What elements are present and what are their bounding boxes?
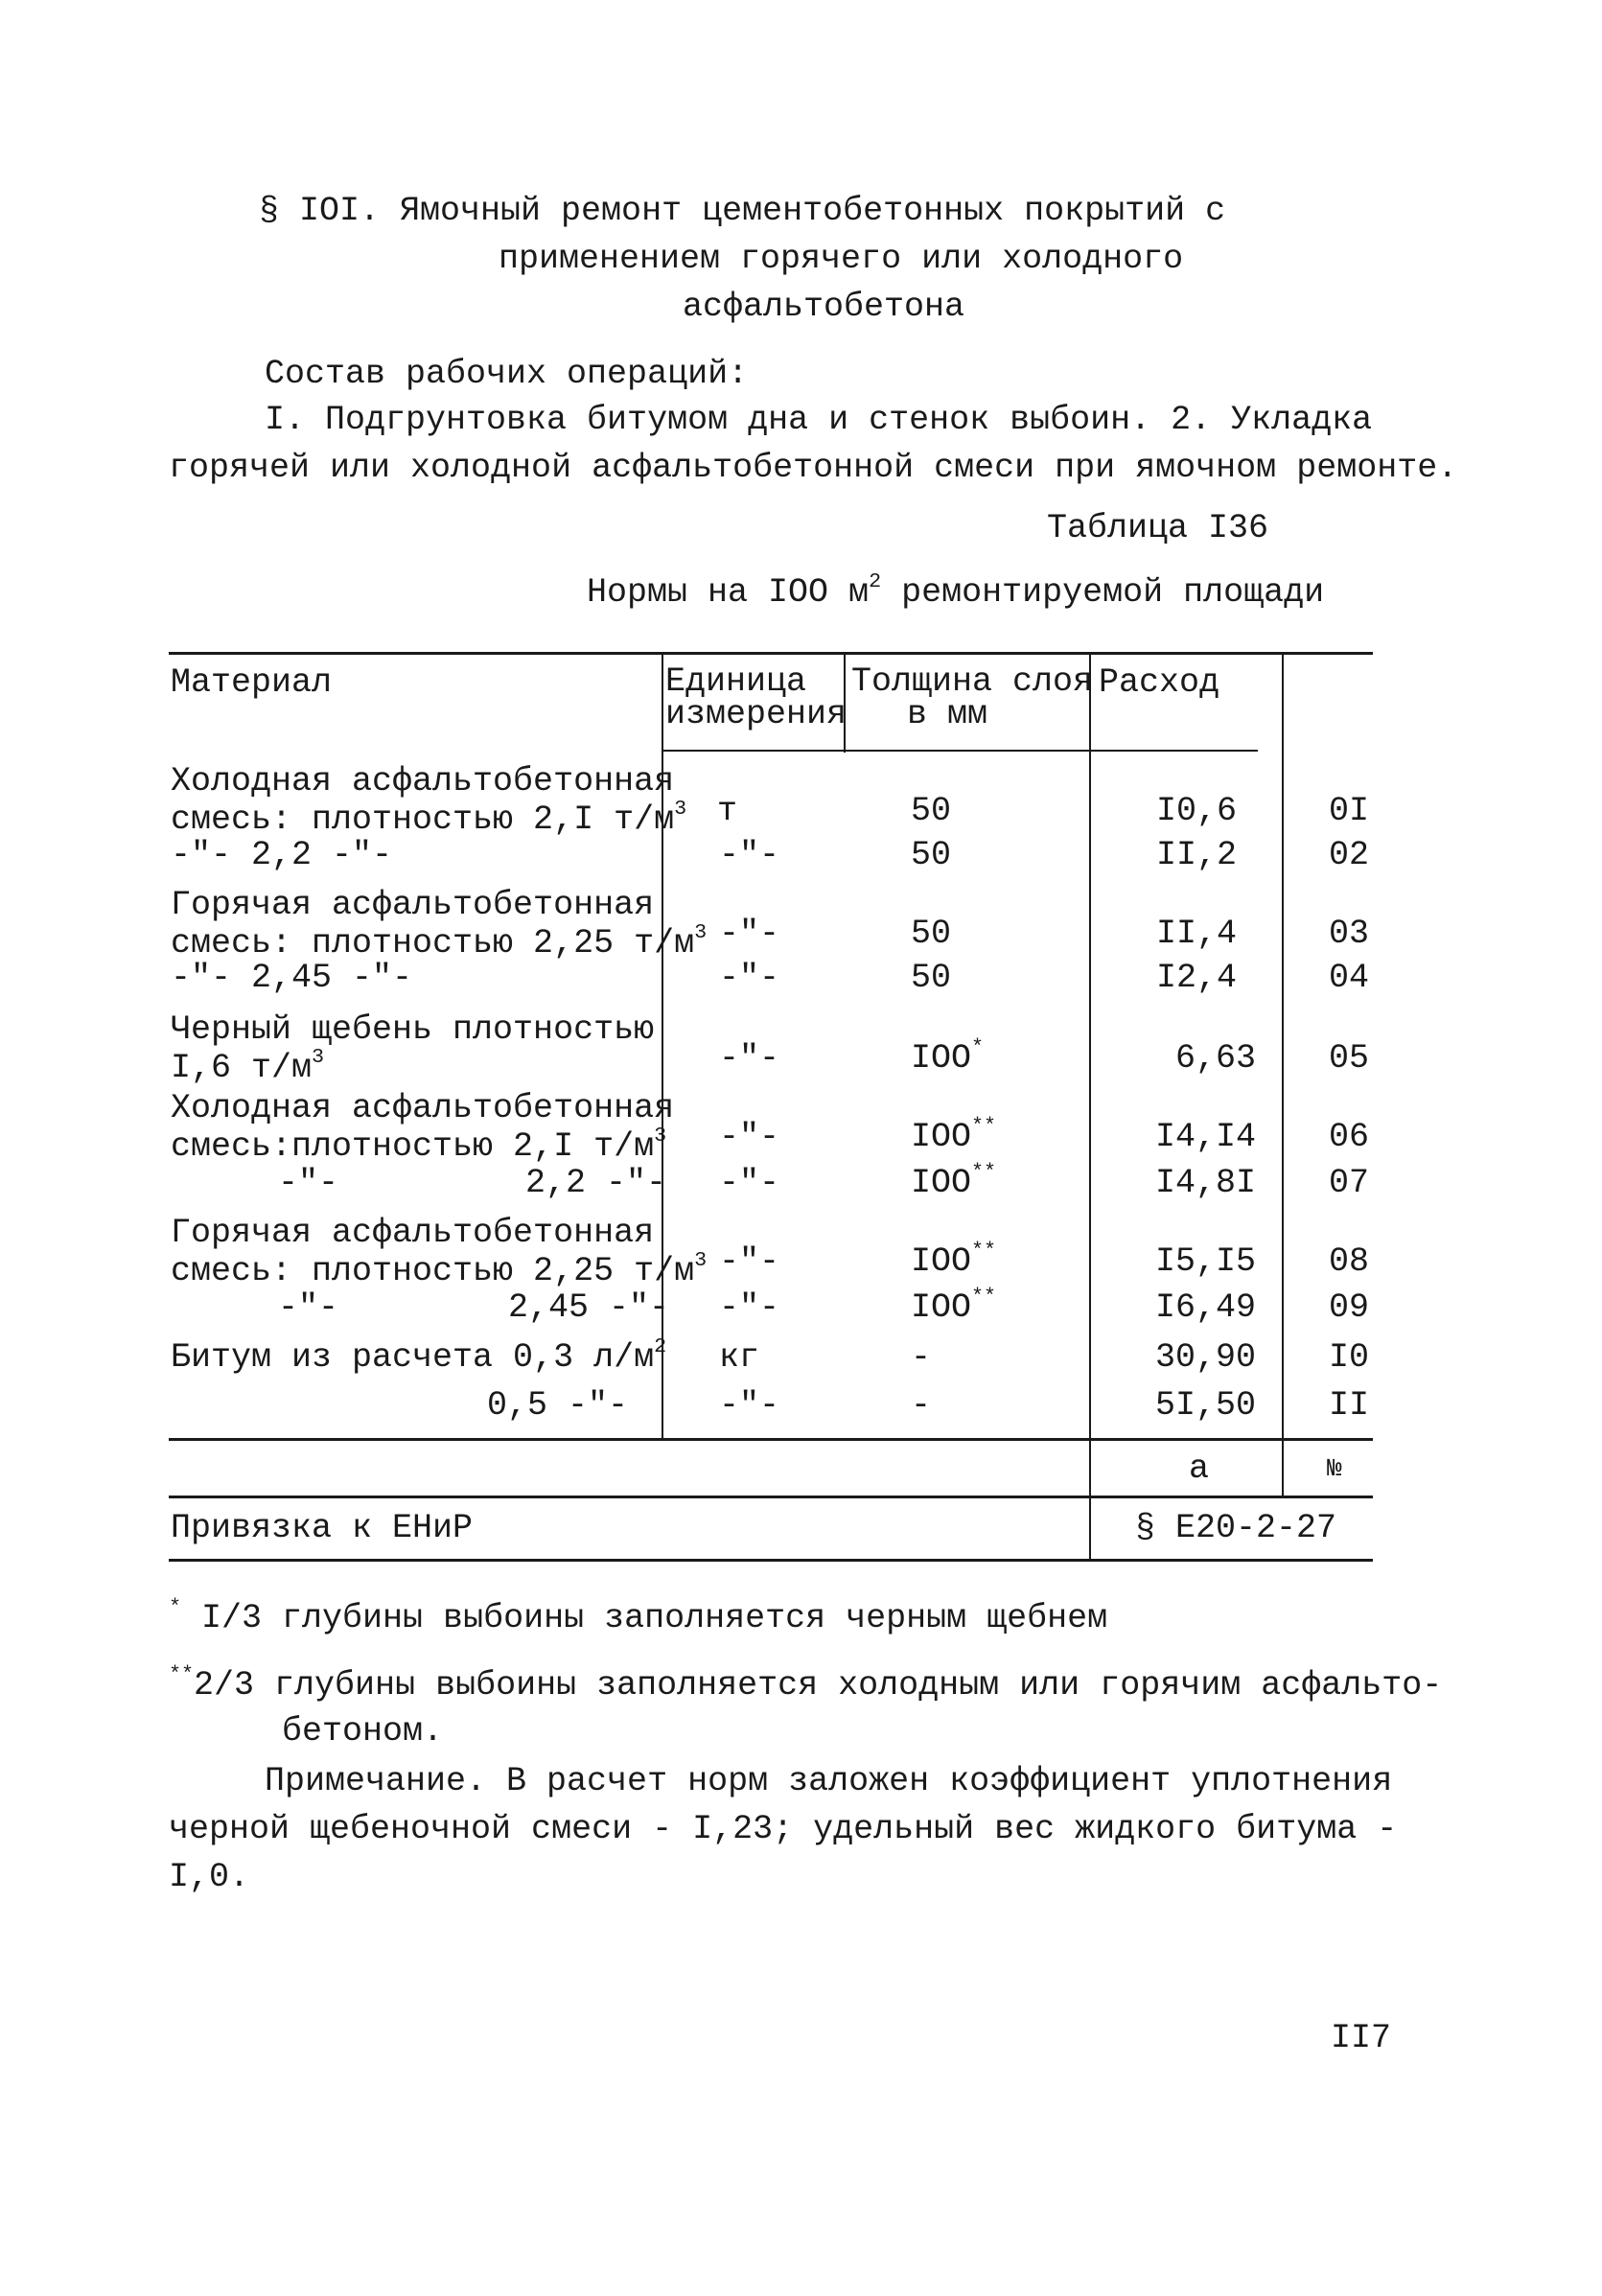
operations-line1: I. Подгрунтовка битумом дна и стенок выбоин. 2. Укладка (265, 401, 1373, 439)
table-row-value: II,2 (1155, 836, 1237, 874)
table-row-unit: -"- (719, 1288, 780, 1327)
table-row-material: Битум из расчета 0,3 $л/м^2$ (171, 1334, 667, 1377)
table-row-material: Горячая асфальтобетонная смесь: плотностью 2,25 $т/м^3$ (171, 1214, 708, 1290)
table-row-code: I0 (1329, 1338, 1370, 1377)
table-row-thickness: 50 (911, 959, 952, 997)
table-row-code: 09 (1329, 1288, 1370, 1327)
header-material: Материал (171, 663, 333, 702)
table-row-thickness: IOO** (911, 1284, 997, 1327)
table-row-thickness: - (911, 1386, 932, 1425)
table-row-material-cont: 2,2 -"- (525, 1164, 667, 1202)
table-row-thickness: IOO* (911, 1034, 985, 1078)
table-row-material: -"- (278, 1164, 339, 1202)
table-row-material: Черный щебень плотностью I,6 $т/м^3$ (171, 1010, 655, 1087)
binding-value: § Е20-2-27 (1135, 1509, 1337, 1547)
table-row-thickness: 50 (911, 915, 952, 953)
operations-title: Состав рабочих операций: (265, 355, 749, 393)
table-row-unit: кг (719, 1338, 760, 1377)
table-row-code: 04 (1329, 959, 1370, 997)
table-row-value: I0,6 (1155, 792, 1237, 830)
table-row-unit: -"- (719, 1164, 780, 1202)
table-row-code: 02 (1329, 836, 1370, 874)
col-sep-4 (1282, 652, 1284, 1496)
header-unit: Единица измерения (665, 662, 847, 733)
table-row-value: II,4 (1155, 915, 1237, 953)
table-row-thickness: IOO** (911, 1238, 997, 1281)
table-label: Таблица I36 (1047, 509, 1269, 547)
table-row-value: I5,I5 (1154, 1242, 1256, 1281)
table-row-code: II (1329, 1386, 1370, 1425)
table-row-value: I6,49 (1154, 1288, 1256, 1327)
header-consumption: Расход (1099, 663, 1220, 702)
footnote-2-cont: бетоном. (282, 1712, 444, 1751)
table-row-value: I2,4 (1155, 959, 1237, 997)
table-row-thickness: 50 (911, 836, 952, 874)
table-row-unit: -"- (719, 1242, 780, 1281)
note-line2: черной щебеночной смеси - I,23; удельный вес жидкого битума - (169, 1810, 1398, 1848)
section-title-line3: асфальтобетона (683, 288, 965, 326)
table-row-thickness: 50 (911, 792, 952, 830)
table-row-material: -"- 2,45 -"- (171, 959, 413, 997)
table-row-value: 30,90 (1154, 1338, 1256, 1377)
table-row-unit: -"- (719, 959, 780, 997)
table-row-unit: т (717, 792, 738, 830)
table-row-material: 0,5 -"- (487, 1386, 629, 1425)
table-row-unit: -"- (719, 1039, 780, 1078)
table-row-unit: -"- (719, 1386, 780, 1425)
table-row-value: I4,I4 (1154, 1118, 1256, 1156)
table-row-code: 03 (1329, 915, 1370, 953)
table-top-rule (169, 652, 1373, 655)
table-row-thickness: IOO** (911, 1113, 997, 1156)
table-row-material: Холодная асфальтобетонная смесь: плотностью 2,I $т/м^3$ (171, 762, 687, 839)
footnote-1: * I/3 глубины выбоины заполняется черным щебнем (169, 1594, 1108, 1637)
table-row-material: Холодная асфальтобетонная смесь:плотностью 2,I $т/м^3$ (171, 1089, 675, 1166)
section-title-line2: применением горячего или холодного (499, 240, 1184, 278)
table-row-value: 5I,50 (1154, 1386, 1256, 1425)
table-row-value: I4,8I (1154, 1164, 1256, 1202)
table-body-bottom-rule (169, 1438, 1373, 1441)
table-row-unit: -"- (719, 915, 780, 953)
table-row-code: 07 (1329, 1164, 1370, 1202)
table-row-thickness: IOO** (911, 1159, 997, 1202)
table-row-code: 06 (1329, 1118, 1370, 1156)
footnote-2: **2/3 глубины выбоины заполняется холодным или горячим асфальто- (169, 1661, 1443, 1705)
table-row-code: 0I (1329, 792, 1370, 830)
header-bottom-rule (663, 750, 1258, 752)
section-title: § IOI. Ямочный ремонт цементобетонных покрытий с (259, 192, 1226, 230)
table-bottom-rule (169, 1559, 1373, 1562)
table-row-material: Горячая асфальтобетонная смесь: плотностью 2,25 $т/м^3$ (171, 886, 708, 962)
table-row-material-cont: 2,45 -"- (508, 1288, 670, 1327)
table-row-material: -"- (278, 1288, 339, 1327)
table-row-code: 05 (1329, 1039, 1370, 1078)
norms-subtitle: Нормы на IOO $м^2$ ремонтируемой площади (587, 568, 1325, 612)
table-row-unit: -"- (719, 836, 780, 874)
note-line1: Примечание. В расчет норм заложен коэффициент уплотнения (265, 1762, 1393, 1800)
header-thickness: Толщина слоя в мм (851, 662, 1094, 733)
table-row-thickness: - (911, 1338, 932, 1377)
operations-line2: горячей или холодной асфальтобетонной смеси при ямочном ремонте. (169, 449, 1458, 487)
footer-sep-rule (169, 1496, 1373, 1498)
footer-col-number: № (1327, 1454, 1342, 1483)
table-row-unit: -"- (719, 1118, 780, 1156)
page-number: II7 (1331, 2019, 1392, 2057)
footer-col-a: а (1189, 1449, 1210, 1488)
table-row-material: -"- 2,2 -"- (171, 836, 393, 874)
table-row-code: 08 (1329, 1242, 1370, 1281)
col-sep-3 (1089, 652, 1091, 1561)
binding-label: Привязка к ЕНиР (171, 1509, 474, 1547)
note-line3: I,0. (169, 1858, 250, 1896)
table-row-value: 6,63 (1174, 1039, 1256, 1078)
